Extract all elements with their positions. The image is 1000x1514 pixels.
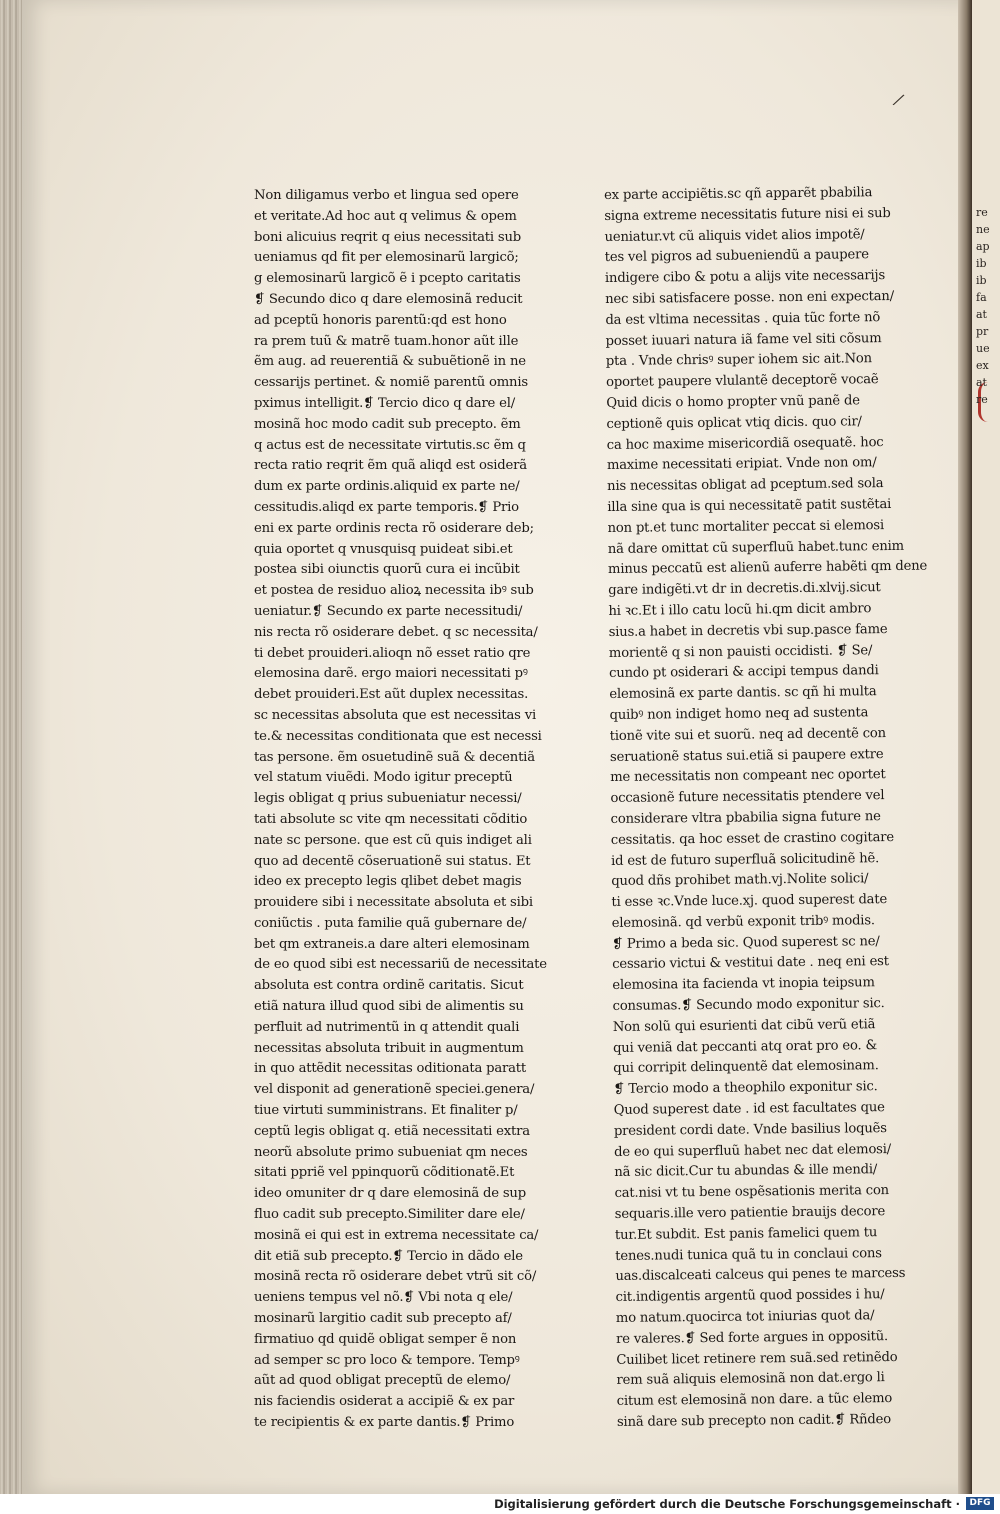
text-line: pximus intelligit.❡ Tercio dico q dare el/	[254, 395, 516, 411]
text-column-left	[254, 186, 554, 1434]
text-line: posset iuuari natura iã fame vel siti cõsum	[605, 330, 882, 349]
text-line: perfluit ad nutrimentũ in q attendit quali	[254, 1019, 520, 1035]
text-line: indigere cibo & potu a alijs vite necessarijs	[604, 268, 886, 287]
facing-page-fragment: re	[976, 206, 988, 219]
text-column-right	[604, 183, 928, 1434]
text-line: ❡ Tercio modo a theophilo exponitur sic.	[613, 1079, 878, 1098]
text-line: considerare vltra pbabilia signa future ne	[610, 809, 881, 827]
text-line: cit.indigentis argentũ quod possides i hu/	[615, 1287, 885, 1306]
text-line: quia oportet q vnusquisq puideat sibi.et	[254, 541, 513, 557]
text-line: uas.discalceati calceus qui penes te marcess	[615, 1266, 906, 1285]
text-line: legis obligat q prius subueniatur necessi/	[254, 791, 522, 807]
text-line: ex parte accipiẽtis.sc qñ apparẽt pbabilia	[604, 185, 873, 203]
text-line: quo ad decentẽ cõseruationẽ sui status. Et	[254, 853, 531, 869]
text-line: ẽm aug. ad reuerentiã & subuẽtionẽ in ne	[254, 354, 526, 370]
text-line: president cordi date. Vnde basilius loquẽs	[613, 1120, 887, 1139]
text-line: re valeres.❡ Sed forte argues in oppositũ.	[615, 1328, 889, 1347]
footer-bar	[0, 1494, 1000, 1514]
text-line: elemosina ita facienda vt inopia teipsum	[612, 975, 875, 994]
facing-page-fragment: ue	[976, 342, 990, 355]
text-line: pta . Vnde chrisꝰ super iohem sic ait.Non	[605, 351, 872, 370]
text-line: debet prouideri.Est aũt duplex necessitas.	[254, 687, 529, 703]
text-line: sc necessitas absoluta que est necessitas vi	[254, 707, 537, 723]
text-line: citum est elemosinã non dare. a tũc elemo	[616, 1391, 893, 1410]
text-line: cessitudis.aliqd ex parte temporis.❡ Prio	[254, 499, 519, 515]
facing-page-fragment: pr	[976, 325, 989, 338]
text-line: ueniatur.vt cũ aliquis videt alios impotẽ/	[604, 226, 865, 245]
text-line: quod dñs prohibet math.vj.Nolite solici/	[611, 871, 869, 890]
facing-page-fragment: ex	[976, 359, 989, 372]
text-line: occasionẽ future necessitatis ptendere vel	[610, 788, 885, 807]
text-line: in quo attẽdit necessitas oditionata paratt	[254, 1061, 526, 1077]
text-line: ideo ex precepto legis qlibet debet magis	[254, 874, 522, 890]
text-line: qui veniã dat peccanti atq orat pro eo. &	[612, 1037, 878, 1056]
text-line: fluo cadit sub precepto.Similiter dare ele/	[254, 1207, 525, 1223]
text-line: necessitas absoluta tribuit in augmentum	[254, 1040, 524, 1056]
text-line: sinã dare sub precepto non cadit.❡ Rñdeo	[616, 1412, 892, 1430]
text-line: elemosinã. qd verbũ exponit tribꝰ modis.	[611, 913, 875, 931]
text-line: ti debet prouideri.alioqn nõ esset ratio qre	[254, 645, 531, 661]
text-line: nis necessitas obligat ad pceptum.sed sola	[607, 476, 884, 495]
folio-mark: /	[892, 89, 905, 110]
text-line: firmatiuo qd quidẽ obligat semper ẽ non	[254, 1331, 517, 1347]
text-line: nate sc persone. que est cũ quis indiget ali	[254, 832, 532, 848]
text-line: cessarijs pertinet. & nomiẽ parentũ omnis	[254, 375, 528, 391]
text-line: nec sibi satisfacere posse. non eni expectan/	[605, 288, 895, 307]
text-line: Non solũ qui esurienti dat cibũ verũ etiã	[612, 1017, 876, 1035]
text-line: tenes.nudi tunica quã tu in conclaui cons	[615, 1245, 882, 1264]
text-line: Quid dicis o homo propter vnũ panẽ de	[606, 393, 860, 411]
text-line: vel statum viuẽdi. Modo igitur preceptũ	[254, 770, 513, 786]
facing-page-fragment: at	[976, 376, 987, 389]
text-line: te.& necessitas conditionata que est necessi	[254, 728, 542, 744]
facing-page-fragment: ib	[976, 257, 987, 270]
text-line: minus peccatũ est alienũ auferre habẽti qm dene	[607, 558, 928, 578]
text-line: tiue virtuti sumministrans. Et finaliter p/	[254, 1103, 518, 1119]
text-line: tur.Et subdit. Est panis famelici quem tu	[614, 1225, 878, 1243]
text-line: me necessitatis non compeant nec oportet	[610, 767, 886, 786]
text-line: cat.nisi vt tu bene ospẽsationis merita con	[614, 1183, 890, 1202]
text-line: de eo qui superfluũ habet nec dat elemosi/	[614, 1141, 892, 1160]
text-line: nis faciendis osiderat a accipiẽ & ex par	[254, 1394, 515, 1410]
text-line: id est de futuro superfluã solicitudinẽ hẽ.	[610, 850, 880, 869]
text-line: ceptũ legis obligat q. etiã necessitati extra	[254, 1123, 530, 1139]
text-line: maxime necessitati eripiat. Vnde non om/	[606, 455, 877, 474]
text-line: ueniamus qd fit per elemosinarũ largicõ;	[254, 250, 519, 266]
text-line: tes vel pigros ad subueniendũ a paupere	[604, 247, 869, 266]
text-line: sequaris.ille vero patientie brauijs decore	[614, 1204, 886, 1222]
text-line: hi ꝛc.Et i illo catu locũ hi.qm dicit ambro	[608, 601, 872, 619]
text-line: bet qm extraneis.a dare alteri elemosinam	[254, 936, 530, 952]
text-line: recta ratio reqrit ẽm quã aliqd est osiderã	[254, 458, 527, 474]
text-line: qui corripit delinquentẽ dat elemosinam.	[613, 1058, 879, 1077]
text-line: ueniens tempus vel nõ.❡ Vbi nota q ele/	[254, 1290, 513, 1306]
facing-page-fragment: ne	[976, 223, 990, 236]
text-line: gare indigẽti.vt dr in decretis.di.xlvij.sicut	[608, 580, 881, 599]
facing-page-fragment: fa	[976, 291, 987, 304]
text-line: ueniatur.❡ Secundo ex parte necessitudi/	[254, 603, 523, 619]
text-line: coniũctis . puta familie quã gubernare de/	[254, 915, 527, 931]
text-line: et veritate.Ad hoc aut q velimus & opem	[254, 208, 517, 224]
text-line: Non diligamus verbo et lingua sed opere	[254, 188, 519, 203]
text-line: mosinã ei qui est in extrema necessitate ca/	[254, 1227, 539, 1243]
text-line: sius.a habet in decretis vbi sup.pasce fame	[608, 621, 888, 640]
text-line: ra prem tuũ & matrẽ tuam.honor aũt ille	[254, 333, 519, 349]
text-line: sitati ppriẽ vel ppinquorũ cõditionatẽ.Et	[254, 1165, 515, 1181]
text-line: etiã natura illud quod sibi de alimentis su	[254, 999, 524, 1015]
funding-credit: Digitalisierung gefördert durch die Deutsche Forschungsgemeinschaft ·	[494, 1497, 960, 1511]
text-line: g elemosinarũ largicõ ẽ i pcepto caritatis	[254, 271, 521, 287]
text-line: non pt.et tunc mortaliter peccat si elemosi	[607, 517, 885, 536]
text-line: cundo pt osiderari & accipi tempus dandi	[609, 663, 879, 682]
text-line: rem suã aliquis elemosinã non dat.ergo li	[616, 1370, 885, 1389]
text-line: elemosina darẽ. ergo maiori necessitati pꝰ	[254, 666, 528, 682]
text-line: vel disponit ad generationẽ speciei.genera/	[254, 1082, 535, 1098]
facing-page-fragment: ap	[976, 240, 990, 253]
text-line: ad pceptũ honoris parentũ:qd est hono	[254, 312, 507, 328]
text-line: tati absolute sc vite qm necessitati cõditio	[254, 811, 528, 827]
text-line: mosinã recta rõ osiderare debet vtrũ sit cõ/	[254, 1269, 537, 1285]
text-line: cessario victui & vestitui date . neq eni est	[612, 954, 889, 973]
text-line: aũt ad quod obligat preceptũ de elemo/	[254, 1373, 511, 1389]
text-line: ti esse ꝛc.Vnde luce.xj. quod superest date	[611, 892, 888, 911]
text-line: Cuilibet licet retinere rem suã.sed retinẽdo	[616, 1349, 898, 1368]
text-line: ad semper sc pro loco & tempore. Tempꝰ	[254, 1352, 520, 1368]
text-line: Quod superest date . id est facultates que	[613, 1100, 885, 1119]
text-line: dit etiã sub precepto.❡ Tercio in dãdo ele	[254, 1248, 523, 1264]
text-line: ca hoc maxime misericordiã osequatẽ. hoc	[606, 434, 884, 453]
text-line: morientẽ q si non pauisti occidisti. ❡ Se/	[608, 642, 873, 661]
dfg-logo[interactable]: DFG	[966, 1497, 994, 1510]
facing-page-fragment: at	[976, 308, 987, 321]
text-line: mo natum.quocirca tot iniurias quot da/	[615, 1308, 875, 1326]
text-line: ❡ Primo a beda sic. Quod superest sc ne/	[611, 933, 880, 952]
text-line: consumas.❡ Secundo modo exponitur sic.	[612, 996, 885, 1015]
text-line: neorũ absolute primo subueniat qm neces	[254, 1144, 528, 1160]
text-line: tionẽ vite sui et suorũ. neq ad decentẽ con	[609, 725, 886, 744]
text-line: mosinã hoc modo cadit sub precepto. ẽm	[254, 416, 521, 432]
text-line: cessitatis. qa hoc esset de crastino cogitare	[610, 829, 894, 848]
text-line: nã dare omittat cũ superfluũ habet.tunc enim	[607, 538, 904, 557]
book-gutter	[958, 0, 972, 1494]
text-line: ceptionẽ quis oplicat vtiq dicis. quo cir/	[606, 414, 862, 432]
text-line: signa extreme necessitatis future nisi ei sub	[604, 205, 891, 224]
text-line: dum ex parte ordinis.aliquid ex parte ne/	[254, 479, 520, 495]
text-line: quibꝰ non indiget homo neq ad sustenta	[609, 705, 869, 723]
text-line: boni alicuius reqrit q eius necessitati sub	[254, 229, 522, 245]
facing-page-fragment: ib	[976, 274, 987, 287]
facing-page-edge	[972, 0, 1000, 1494]
facing-page-fragment: re	[976, 393, 988, 406]
text-line: prouidere sibi i necessitate absoluta et sibi	[254, 895, 533, 911]
text-line: nã sic dicit.Cur tu abundas & ille mendi/	[614, 1162, 878, 1181]
text-line: et postea de residuo alioꝝ necessita ibꝰ sub	[254, 583, 534, 599]
text-line: nis recta rõ osiderare debet. q sc necessita/	[254, 624, 538, 640]
text-line: postea sibi oiunctis quorũ cura ei incũbit	[254, 562, 520, 578]
text-line: tas persone. ẽm osuetudinẽ suã & decentiã	[254, 749, 535, 765]
text-line: mosinarũ largitio cadit sub precepto af/	[254, 1311, 512, 1327]
text-line: elemosinã ex parte dantis. sc qñ hi multa	[609, 684, 877, 703]
text-line: da est vltima necessitas . quia tũc forte nõ	[605, 309, 881, 328]
text-line: ❡ Secundo dico q dare elemosinã reducit	[254, 291, 523, 307]
text-line: ideo omuniter dr q dare elemosinã de sup	[254, 1186, 526, 1202]
text-line: illa sine qua is qui necessitatẽ patit sustẽtai	[607, 496, 892, 515]
text-line: q actus est de necessitate virtutis.sc ẽm q	[254, 437, 526, 453]
text-line: absoluta est contra ordinẽ caritatis. Sicut	[254, 978, 524, 994]
text-line: te recipientis & ex parte dantis.❡ Primo	[254, 1415, 515, 1431]
text-line: de eo quod sibi est necessariũ de necessitate	[254, 957, 547, 973]
text-line: oportet paupere vlulantẽ deceptorẽ vocaẽ	[605, 372, 879, 391]
text-line: seruationẽ status sui.etiã si paupere extre	[609, 746, 884, 765]
text-line: eni ex parte ordinis recta rõ osiderare deb;	[254, 520, 534, 536]
